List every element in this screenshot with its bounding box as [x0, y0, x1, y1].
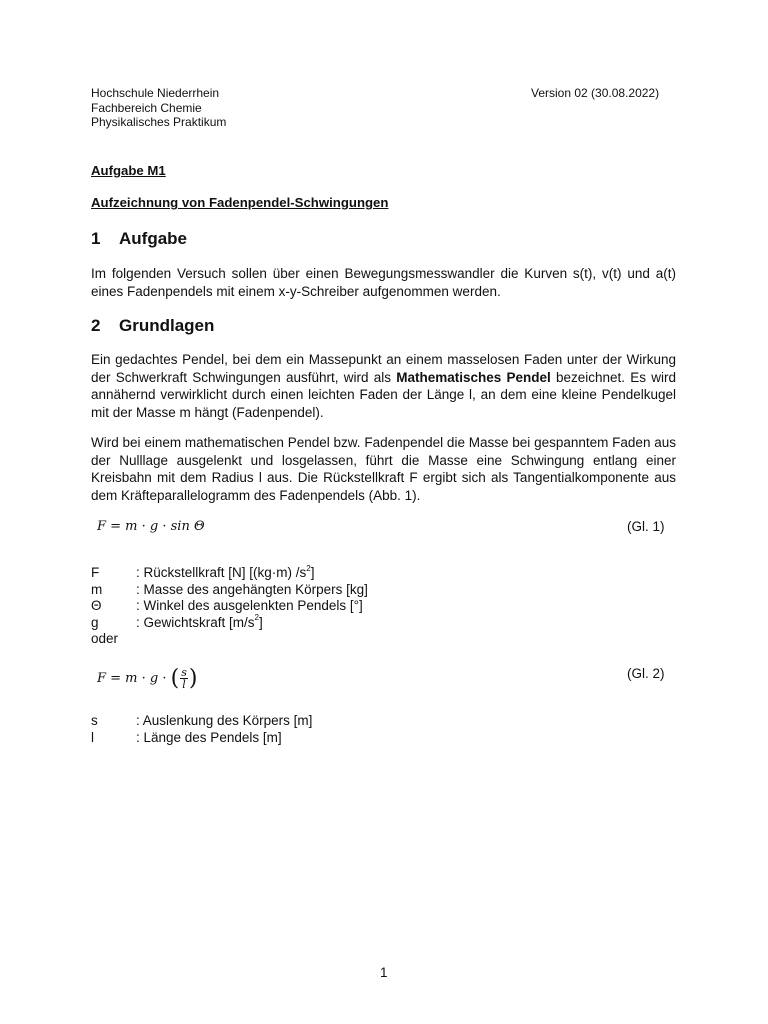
definition-row: [91, 565, 368, 582]
section-1-text: Im folgenden Versuch sollen über einen Bewegungsmesswandler die Kurven s(t), v(t) und a(t) eines Fadenpendels mit einem x-y-Schreiber aufgenommen werden.: [91, 266, 676, 299]
equation-1-label: (Gl. 1): [627, 519, 665, 534]
definition-text: : Rückstellkraft [N] [(kg·m) $/s^2$]: [136, 563, 315, 580]
definition-symbol: l: [91, 729, 94, 745]
definition-text: : Masse des angehängten Körpers [kg]: [136, 581, 368, 597]
task-label: Aufgabe M1: [91, 163, 166, 178]
header-left: [91, 86, 226, 130]
definition-symbol: g: [91, 614, 99, 630]
section-2-heading: [91, 316, 214, 336]
definition-text: : Winkel des ausgelenkten Pendels [°]: [136, 598, 363, 613]
p1-end: bezeichnet. Es wird annähernd verwirklicht durch einen leichten Faden der Länge l, an dem eine kleine Pendelkugel mit der Masse m hängt (Fadenpendel).: [91, 369, 676, 420]
definition-symbol: F: [91, 565, 100, 580]
definitions-1: [91, 565, 368, 648]
definition-row: [91, 598, 368, 615]
definition-row: [91, 713, 312, 730]
section-2-paragraph-1: [91, 351, 676, 421]
definition-row: [91, 615, 368, 632]
section-2-number: 2: [91, 316, 101, 335]
section-1-heading: [91, 229, 187, 249]
p1-start: Ein gedachtes Pendel, bei dem ein Massepunkt an einem masselosen Faden unter der Wirkung der Schwerkraft Schwingungen ausführt, wird als: [91, 352, 676, 385]
definition-symbol: m: [91, 581, 103, 597]
definition-row: [91, 582, 368, 599]
definition-symbol: Θ: [91, 598, 102, 613]
definition-row: [91, 730, 312, 747]
institution: Hochschule Niederrhein: [91, 86, 220, 100]
task-title: Aufzeichnung von Fadenpendel-Schwingungen: [91, 195, 389, 210]
page-number: 1: [380, 965, 388, 980]
definition-text: : Auslenkung des Körpers [m]: [136, 713, 313, 728]
version: Version 02 (30.08.2022): [531, 86, 660, 100]
equation-2-label: (Gl. 2): [627, 666, 665, 681]
department: Fachbereich Chemie: [91, 100, 202, 115]
section-1-title: Aufgabe: [119, 229, 187, 248]
fraction-denominator: l: [182, 678, 186, 691]
section-2-paragraph-2: Wird bei einem mathematischen Pendel bzw. Fadenpendel die Masse bei gespanntem Faden aus der Nulllage ausgelenkt und losgelassen, führt die Masse eine Schwingung entlang einer Kreisbahn mit dem Radius l aus. Die Rückstellkraft F ergibt sich als Tangentialkomponente aus dem Kräfteparallelogramm des Fadenpendels (Abb. 1).: [91, 435, 676, 503]
fraction-numerator: s: [181, 666, 187, 679]
definitions-2: [91, 713, 312, 746]
equation-1: F = m · g · sin Θ: [97, 519, 205, 534]
fraction: [180, 667, 188, 690]
equation-2: F = m · g · ( $\frac{s}{l}$ ): [97, 666, 198, 691]
course: Physikalisches Praktikum: [91, 115, 227, 129]
section-1-number: 1: [91, 229, 101, 248]
definition-text: : Gewichtskraft $[m/s^2]$: [136, 613, 263, 630]
definition-symbol: s: [91, 713, 98, 728]
p1-bold-term: Mathematisches Pendel: [396, 369, 551, 385]
definition-text: : Länge des Pendels [m]: [136, 729, 282, 745]
oder-text: oder: [91, 631, 119, 646]
section-2-title: Grundlagen: [119, 316, 215, 335]
equation-2-lhs: F = m · g ·: [97, 671, 171, 686]
